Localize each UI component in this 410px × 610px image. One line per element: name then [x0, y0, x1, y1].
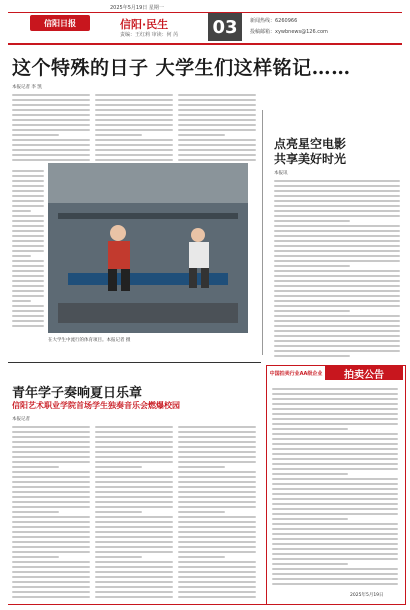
- text-line: [95, 591, 173, 593]
- text-line: [274, 355, 350, 357]
- text-line: [12, 521, 90, 523]
- text-line: [95, 546, 173, 548]
- text-line: [12, 536, 90, 538]
- text-line: [272, 578, 398, 580]
- text-line: [178, 571, 256, 573]
- text-line: [12, 581, 90, 583]
- text-line: [95, 566, 173, 568]
- text-line: [178, 431, 256, 433]
- text-line: [274, 305, 400, 307]
- text-line: [178, 576, 256, 578]
- text-line: [12, 129, 90, 131]
- text-line: [12, 205, 44, 207]
- text-line: [95, 521, 173, 523]
- text-line: [178, 486, 256, 488]
- issue-date: 2025年5月19日 星期一: [110, 5, 164, 11]
- text-line: [274, 200, 400, 202]
- text-line: [274, 275, 400, 277]
- text-line: [95, 144, 173, 146]
- text-line: [95, 109, 173, 111]
- text-line: [178, 104, 256, 106]
- text-line: [95, 104, 173, 106]
- text-line: [178, 476, 256, 478]
- text-line: [95, 476, 173, 478]
- text-line: [12, 561, 90, 563]
- text-line: [12, 240, 44, 242]
- text-line: [178, 129, 256, 131]
- text-line: [12, 591, 90, 593]
- text-line: [12, 245, 44, 247]
- text-line: [12, 94, 90, 96]
- text-line: [274, 320, 400, 322]
- table-tennis-photo: [48, 163, 248, 333]
- text-line: [274, 335, 400, 337]
- text-line: [178, 596, 256, 598]
- text-line: [12, 149, 90, 151]
- text-line: [12, 170, 44, 172]
- bottom-story-col-3: [178, 426, 256, 598]
- text-line: [178, 511, 225, 513]
- bottom-story-title: 青年学子奏响夏日乐章: [12, 386, 143, 401]
- text-line: [274, 185, 400, 187]
- text-line: [95, 496, 173, 498]
- text-line: [178, 466, 225, 468]
- text-line: [12, 541, 90, 543]
- text-line: [178, 139, 256, 141]
- text-line: [272, 563, 348, 565]
- text-line: [178, 521, 256, 523]
- text-line: [12, 265, 44, 267]
- text-line: [272, 493, 398, 495]
- text-line: [12, 255, 31, 257]
- text-line: [178, 566, 256, 568]
- text-line: [12, 571, 90, 573]
- text-line: [272, 473, 348, 475]
- text-line: [178, 556, 225, 558]
- text-line: [12, 436, 90, 438]
- side-story-text: [274, 180, 400, 357]
- text-line: [178, 159, 256, 161]
- text-line: [12, 546, 90, 548]
- text-line: [272, 438, 398, 440]
- text-line: [274, 245, 400, 247]
- text-line: [12, 139, 90, 141]
- text-line: [12, 175, 44, 177]
- text-line: [12, 225, 44, 227]
- text-line: [95, 129, 173, 131]
- text-line: [272, 423, 398, 425]
- text-line: [178, 506, 256, 508]
- text-line: [95, 576, 173, 578]
- bottom-story-col-2: [95, 426, 173, 598]
- text-line: [12, 124, 90, 126]
- text-line: [272, 543, 398, 545]
- side-title-line-2: 共享美好时光: [274, 152, 347, 166]
- main-byline: 本报记者 李 凯: [12, 85, 42, 90]
- text-line: [12, 476, 90, 478]
- text-line: [12, 235, 44, 237]
- section-editors: 责编：王红莉 审读：何 芮: [120, 32, 179, 38]
- text-line: [95, 466, 142, 468]
- text-line: [95, 114, 173, 116]
- text-line: [12, 310, 44, 312]
- text-line: [274, 250, 400, 252]
- text-line: [95, 581, 173, 583]
- text-line: [274, 235, 400, 237]
- text-line: [178, 154, 256, 156]
- text-line: [12, 250, 44, 252]
- text-line: [178, 134, 225, 136]
- text-line: [272, 413, 398, 415]
- auction-company-label: 中国拍卖行业AA级企业: [267, 366, 325, 380]
- text-line: [272, 458, 398, 460]
- text-line: [178, 114, 256, 116]
- main-headline: 这个特殊的日子 大学生们这样铭记……: [12, 57, 351, 79]
- text-line: [272, 533, 398, 535]
- text-line: [178, 591, 256, 593]
- text-line: [272, 488, 398, 490]
- text-line: [178, 471, 256, 473]
- text-line: [178, 516, 256, 518]
- text-line: [272, 513, 398, 515]
- main-story-col-4: [12, 170, 44, 327]
- text-line: [272, 463, 398, 465]
- text-line: [95, 441, 173, 443]
- text-line: [178, 531, 256, 533]
- text-line: [12, 104, 90, 106]
- text-line: [272, 388, 398, 390]
- text-line: [272, 403, 398, 405]
- text-line: [12, 451, 90, 453]
- text-line: [95, 586, 173, 588]
- text-line: [12, 260, 44, 262]
- text-line: [274, 325, 400, 327]
- text-line: [95, 526, 173, 528]
- text-line: [272, 448, 398, 450]
- text-line: [178, 526, 256, 528]
- auction-notice-title: 拍卖公告: [325, 366, 403, 380]
- header-rule-thick: [8, 43, 402, 45]
- text-line: [12, 280, 44, 282]
- text-line: [274, 205, 400, 207]
- text-line: [95, 431, 173, 433]
- text-line: [178, 451, 256, 453]
- text-line: [12, 456, 90, 458]
- text-line: [95, 159, 173, 161]
- header-rule: [8, 12, 402, 13]
- text-line: [12, 154, 90, 156]
- text-line: [272, 498, 398, 500]
- text-line: [274, 195, 400, 197]
- bottom-story-subtitle: 信阳艺术职业学院首场学生独奏音乐会燃爆校园: [12, 401, 180, 410]
- text-line: [12, 526, 90, 528]
- column-divider: [262, 110, 263, 355]
- text-line: [272, 428, 348, 430]
- text-line: [12, 295, 44, 297]
- photo-caption: 在大学生中流行的体育项目。本报记者 摄: [48, 338, 131, 343]
- text-line: [12, 290, 44, 292]
- text-line: [12, 566, 90, 568]
- text-line: [178, 109, 256, 111]
- news-hotline: 新闻热线：6260966: [250, 18, 298, 24]
- text-line: [272, 528, 398, 530]
- text-line: [178, 441, 256, 443]
- text-line: [272, 443, 398, 445]
- text-line: [178, 501, 256, 503]
- text-line: [272, 573, 398, 575]
- text-line: [272, 398, 398, 400]
- text-line: [95, 506, 173, 508]
- text-line: [274, 260, 400, 262]
- text-line: [274, 350, 400, 352]
- text-line: [95, 501, 173, 503]
- text-line: [272, 523, 398, 525]
- text-line: [12, 320, 44, 322]
- main-story-col-1: [12, 94, 90, 161]
- text-line: [178, 94, 256, 96]
- text-line: [12, 134, 59, 136]
- text-line: [12, 516, 90, 518]
- text-line: [12, 325, 44, 327]
- text-line: [272, 518, 348, 520]
- text-line: [178, 491, 256, 493]
- text-line: [95, 511, 142, 513]
- text-line: [12, 114, 90, 116]
- text-line: [274, 220, 350, 222]
- text-line: [95, 119, 173, 121]
- text-line: [95, 571, 173, 573]
- text-line: [178, 426, 256, 428]
- text-line: [95, 491, 173, 493]
- text-line: [95, 446, 173, 448]
- text-line: [178, 119, 256, 121]
- side-title-line-1: 点亮星空电影: [274, 137, 347, 151]
- text-line: [12, 586, 90, 588]
- text-line: [12, 215, 44, 217]
- text-line: [95, 461, 173, 463]
- text-line: [274, 315, 400, 317]
- text-line: [274, 180, 400, 182]
- text-line: [274, 255, 400, 257]
- text-line: [272, 433, 398, 435]
- text-line: [95, 149, 173, 151]
- side-story-title: [274, 137, 404, 167]
- text-line: [12, 506, 90, 508]
- text-line: [178, 496, 256, 498]
- text-line: [272, 483, 398, 485]
- text-line: [272, 453, 398, 455]
- text-line: [178, 581, 256, 583]
- text-line: [274, 345, 400, 347]
- text-line: [12, 576, 90, 578]
- text-line: [12, 230, 44, 232]
- text-line: [272, 568, 398, 570]
- bottom-byline: 本报记者: [12, 417, 30, 422]
- text-line: [12, 596, 90, 598]
- text-line: [178, 144, 256, 146]
- text-line: [12, 491, 90, 493]
- text-line: [12, 496, 90, 498]
- text-line: [274, 290, 400, 292]
- text-line: [12, 144, 90, 146]
- text-line: [95, 536, 173, 538]
- text-line: [272, 553, 398, 555]
- text-line: [274, 190, 400, 192]
- text-line: [95, 531, 173, 533]
- text-line: [95, 134, 142, 136]
- text-line: [12, 556, 59, 558]
- text-line: [95, 471, 173, 473]
- text-line: [272, 418, 398, 420]
- text-line: [12, 185, 44, 187]
- text-line: [274, 340, 400, 342]
- text-line: [178, 586, 256, 588]
- text-line: [272, 538, 398, 540]
- text-line: [12, 481, 90, 483]
- text-line: [12, 220, 44, 222]
- side-byline: 本报讯: [274, 171, 288, 176]
- auction-notice-text: [272, 388, 398, 585]
- main-story-col-2: [95, 94, 173, 161]
- text-line: [272, 558, 398, 560]
- text-line: [12, 486, 90, 488]
- text-line: [178, 561, 256, 563]
- text-line: [272, 508, 398, 510]
- text-line: [12, 159, 90, 161]
- text-line: [12, 446, 90, 448]
- text-line: [274, 240, 400, 242]
- text-line: [95, 94, 173, 96]
- text-line: [274, 295, 400, 297]
- text-line: [274, 215, 400, 217]
- text-line: [272, 503, 398, 505]
- text-line: [178, 546, 256, 548]
- text-line: [274, 230, 400, 232]
- text-line: [272, 393, 398, 395]
- main-story-col-3: [178, 94, 256, 161]
- text-line: [95, 551, 173, 553]
- text-line: [274, 225, 400, 227]
- text-line: [95, 139, 173, 141]
- text-line: [95, 124, 173, 126]
- text-line: [95, 486, 173, 488]
- text-line: [178, 149, 256, 151]
- text-line: [274, 285, 400, 287]
- text-line: [12, 200, 44, 202]
- newspaper-logo: 信阳日报: [30, 15, 90, 31]
- text-line: [12, 285, 44, 287]
- text-line: [274, 270, 400, 272]
- text-line: [12, 551, 90, 553]
- text-line: [178, 436, 256, 438]
- text-line: [95, 516, 173, 518]
- bottom-story-col-1: [12, 426, 90, 598]
- text-line: [12, 441, 90, 443]
- text-line: [12, 501, 90, 503]
- text-line: [12, 190, 44, 192]
- text-line: [95, 456, 173, 458]
- text-line: [12, 195, 44, 197]
- text-line: [178, 99, 256, 101]
- text-line: [95, 556, 142, 558]
- text-line: [178, 446, 256, 448]
- text-line: [95, 436, 173, 438]
- text-line: [12, 109, 90, 111]
- text-line: [178, 551, 256, 553]
- text-line: [272, 408, 398, 410]
- text-line: [12, 511, 59, 513]
- text-line: [12, 300, 31, 302]
- text-line: [12, 426, 90, 428]
- text-line: [274, 310, 350, 312]
- text-line: [12, 119, 90, 121]
- text-line: [12, 180, 44, 182]
- text-line: [178, 456, 256, 458]
- text-line: [274, 210, 400, 212]
- text-line: [95, 154, 173, 156]
- text-line: [12, 99, 90, 101]
- text-line: [12, 461, 90, 463]
- text-line: [12, 431, 90, 433]
- text-line: [178, 536, 256, 538]
- text-line: [272, 468, 398, 470]
- text-line: [95, 561, 173, 563]
- text-line: [178, 124, 256, 126]
- text-line: [274, 330, 400, 332]
- text-line: [272, 583, 398, 585]
- page-number: 03: [208, 13, 242, 41]
- text-line: [274, 265, 350, 267]
- photo-illustration: [48, 163, 248, 333]
- text-line: [95, 541, 173, 543]
- text-line: [178, 461, 256, 463]
- section-title: 信阳·民生: [120, 18, 169, 31]
- text-line: [12, 275, 44, 277]
- text-line: [12, 270, 44, 272]
- text-line: [95, 99, 173, 101]
- text-line: [274, 280, 400, 282]
- text-line: [272, 478, 398, 480]
- text-line: [12, 466, 59, 468]
- text-line: [95, 481, 173, 483]
- footer-rule: [8, 604, 402, 605]
- text-line: [12, 210, 31, 212]
- text-line: [12, 315, 44, 317]
- text-line: [95, 426, 173, 428]
- text-line: [274, 300, 400, 302]
- text-line: [12, 471, 90, 473]
- text-line: [178, 481, 256, 483]
- submission-email: 投稿邮箱：xywbnews@126.com: [250, 29, 328, 35]
- section-divider: [8, 362, 261, 363]
- text-line: [178, 541, 256, 543]
- notice-date: 2025年5月19日: [350, 593, 384, 598]
- text-line: [95, 596, 173, 598]
- text-line: [272, 548, 398, 550]
- text-line: [95, 451, 173, 453]
- text-line: [12, 305, 44, 307]
- text-line: [12, 531, 90, 533]
